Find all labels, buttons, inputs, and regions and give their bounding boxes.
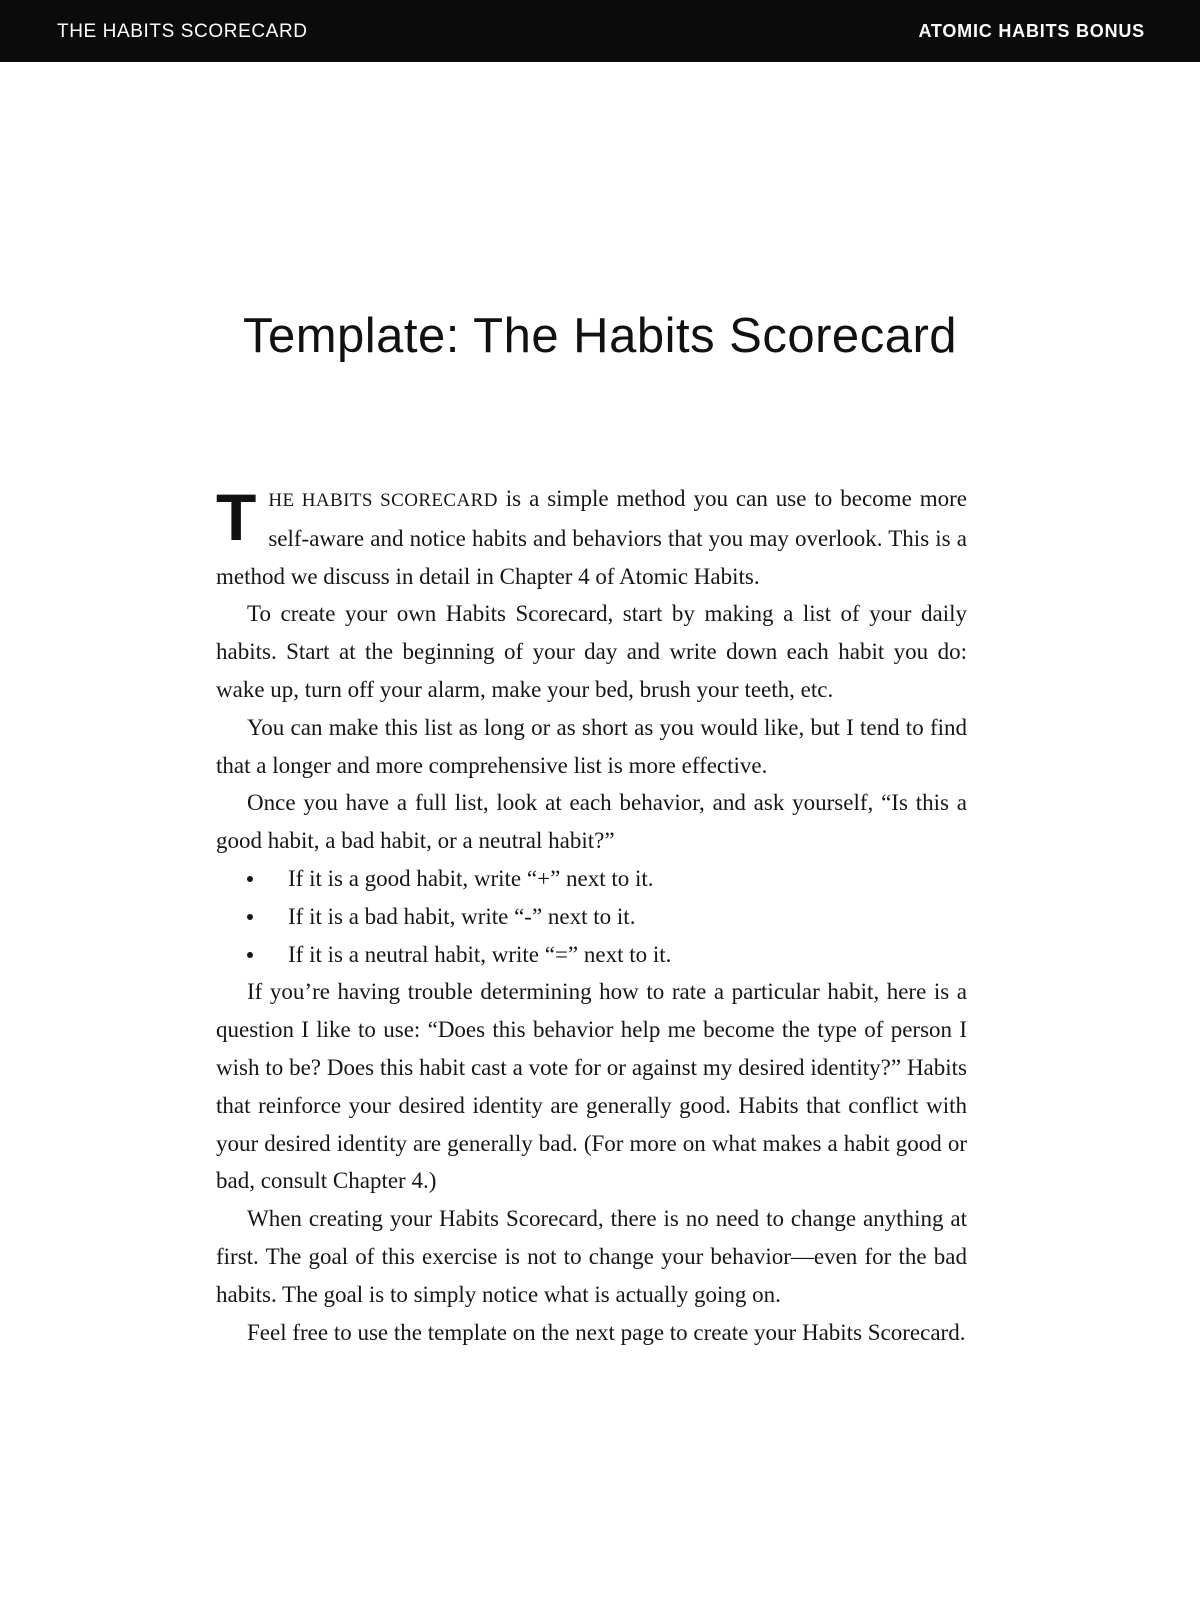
bullet-dot — [247, 952, 253, 958]
paragraph: To create your own Habits Scorecard, start by making a list of your daily habits. Start at the beginning of your day and write down each habit you do: wake up, turn off your alarm, make your bed, brush your teeth, etc. — [216, 601, 967, 702]
bullet-dot — [247, 914, 253, 920]
list-item-text: If it is a bad habit, write “-” next to it. — [288, 903, 636, 929]
list-item — [216, 860, 967, 898]
intro-lead: HE HABITS SCORECARD — [268, 490, 498, 511]
running-header-title: THE HABITS SCORECARD — [57, 21, 308, 42]
header-bar — [0, 0, 1200, 62]
paragraph: Once you have a full list, look at each behavior, and ask yourself, “Is this a good habit, a bad habit, or a neutral habit?” — [216, 790, 967, 854]
paragraph: If you’re having trouble determining how to rate a particular habit, here is a question I like to use: “Does this behavior help me become the type of person I wish to be? Does this habit cast a vote for or against my desired identity?” Habits that reinforce your desired identity are generally good. Habits that conflict with your desired identity are generally bad. (For more on what makes a habit good or bad, consult Chapter 4.) — [216, 979, 967, 1194]
body-text — [216, 480, 967, 1351]
list-item-text: If it is a good habit, write “+” next to it. — [288, 865, 654, 891]
paragraph: When creating your Habits Scorecard, there is no need to change anything at first. The goal of this exercise is not to change your behavior—even for the bad habits. The goal is to simply notice what is actually going on. — [216, 1206, 967, 1307]
bullet-dot — [247, 876, 253, 882]
list-item-text: If it is a neutral habit, write “=” next to it. — [288, 941, 672, 967]
paragraph: You can make this list as long or as short as you would like, but I tend to find that a longer and more comprehensive list is more effective. — [216, 714, 967, 778]
page-title: Template: The Habits Scorecard — [242, 309, 958, 363]
drop-cap: T — [216, 480, 257, 554]
list-item — [216, 898, 967, 936]
intro-text: is a simple method you can use to become more self-aware and notice habits and behaviors that you may overlook. This is a method we discuss in detail in Chapter 4 of Atomic Habits. — [216, 486, 967, 589]
rating-list — [216, 860, 967, 973]
running-header-book: ATOMIC HABITS BONUS — [918, 21, 1145, 41]
list-item — [216, 936, 967, 974]
paragraph: Feel free to use the template on the next page to create your Habits Scorecard. — [247, 1319, 966, 1345]
intro-paragraph — [216, 480, 967, 595]
